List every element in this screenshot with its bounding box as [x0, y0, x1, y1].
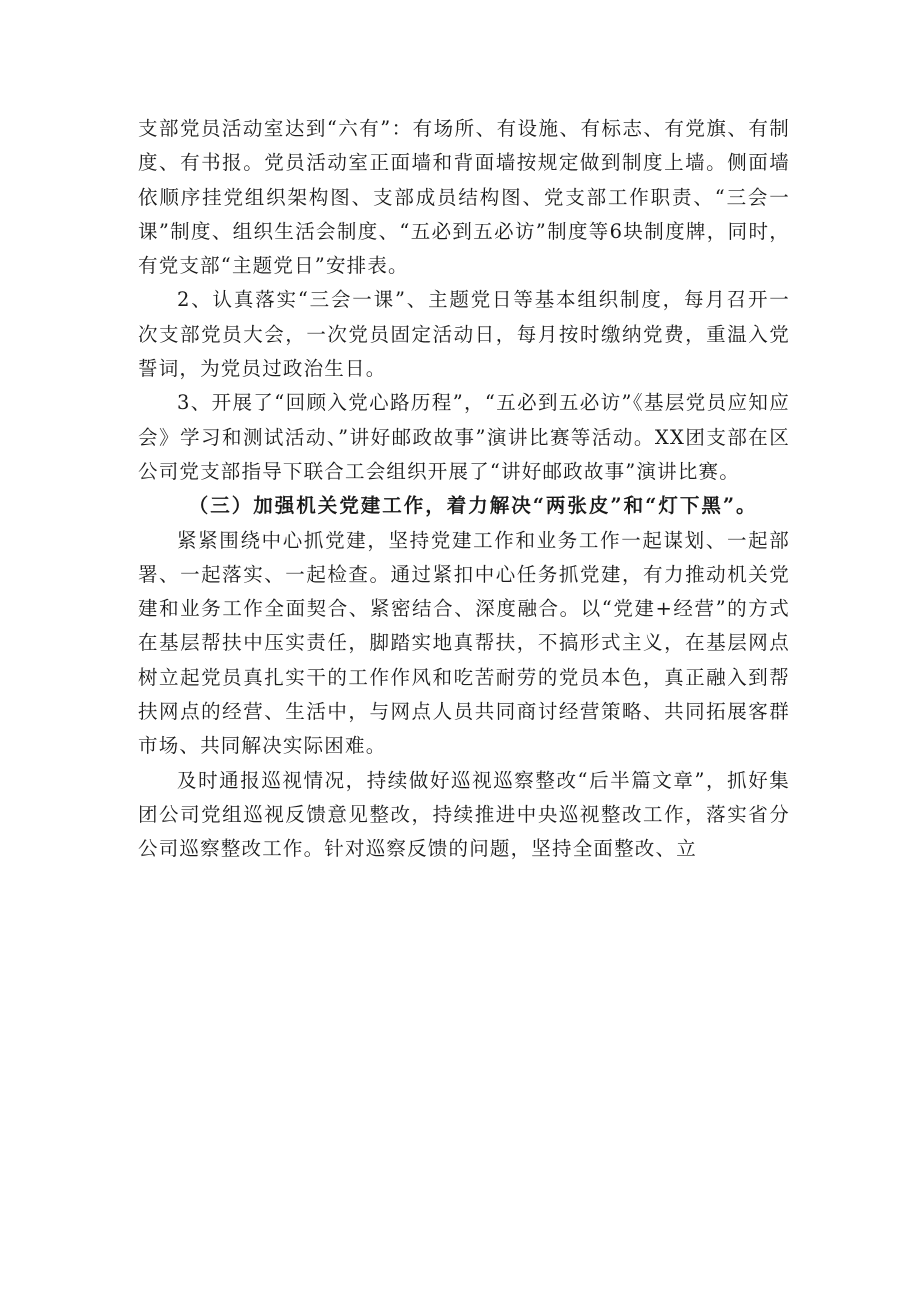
paragraph-party-building-center: 紧紧围绕中心抓党建，坚持党建工作和业务工作一起谋划、一起部署、一起落实、一起检查。通过紧扣中心任务抓党建，有力推动机关党建和业务工作全面契合、紧密结合、深度融合。以“党建+经营”的方式在基层帮扶中压实责任，脚踏实地真帮扶，不搞形式主义，在基层网点树立起党员真扎实干的工作作风和吃苦耐劳的党员本色，真正融入到帮扶网点的经营、生活中，与网点人员共同商讨经营策略、共同拓展客群市场、共同解决实际困难。 [138, 528, 790, 758]
paragraph-item-2: 2、认真落实“三会一课”、主题党日等基本组织制度，每月召开一次支部党员大会，一次党员固定活动日，每月按时缴纳党费，重温入党誓词，为党员过政治生日。 [138, 288, 790, 381]
document-body [138, 112, 790, 867]
section-heading-3: （三）加强机关党建工作，着力解决“两张皮”和“灯下黑”。 [188, 494, 758, 518]
paragraph-item-3: 3、开展了“回顾入党心路历程”，“五必到五必访”《基层党员应知应会》学习和测试活动、”讲好邮政故事”演讲比赛等活动。XX团支部在区公司党支部指导下联合工会组织开展了“讲好邮政故事”演讲比赛。 [138, 391, 790, 483]
paragraph-activity-room: 支部党员活动室达到“六有”：有场所、有设施、有标志、有党旗、有制度、有书报。党员活动室正面墙和背面墙按规定做到制度上墙。侧面墙依顺序挂党组织架构图、支部成员结构图、党支部工作职责、“三会一课”制度、组织生活会制度、“五必到五必访”制度等6块制度牌，同时，有党支部“主题党日”安排表。 [138, 117, 790, 278]
paragraph-inspection-rectification: 及时通报巡视情况，持续做好巡视巡察整改“后半篇文章”，抓好集团公司党组巡视反馈意见整改，持续推进中央巡视整改工作，落实省分公司巡察整改工作。针对巡察反馈的问题，坚持全面整改、立 [138, 768, 790, 861]
